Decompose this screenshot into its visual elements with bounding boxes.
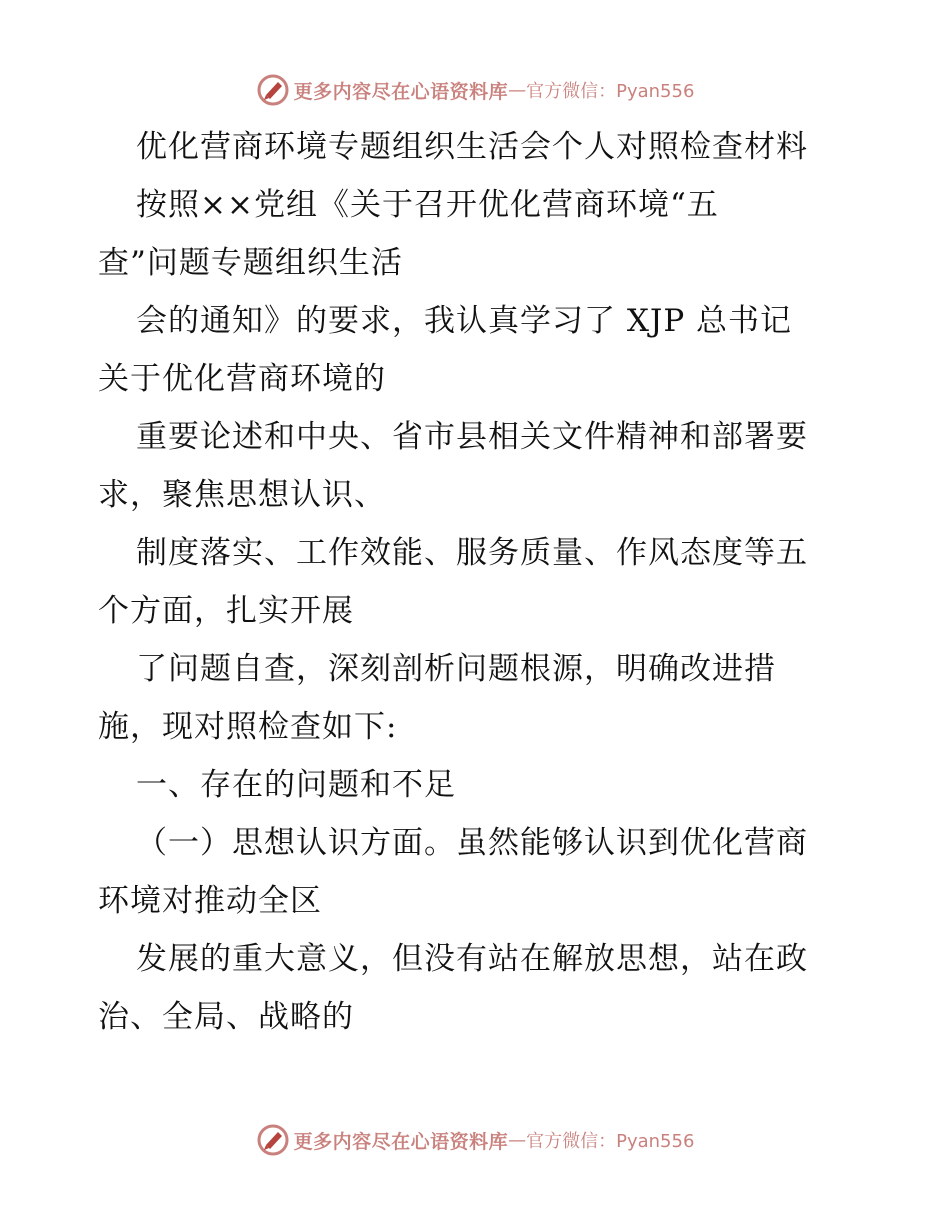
watermark-text: 更多内容尽在心语资料库 xyxy=(293,80,509,103)
watermark-dash: — xyxy=(508,1129,527,1151)
paragraph-line: 制度落实、工作效能、服务质量、作风态度等五 xyxy=(136,535,808,571)
paragraph-line: 重要论述和中央、省市县相关文件精神和部署要 xyxy=(136,419,808,455)
paragraph-line: 治、全局、战略的 xyxy=(98,999,354,1035)
brand-logo-icon xyxy=(256,73,290,107)
document-title: 优化营商环境专题组织生活会个人对照检查材料 xyxy=(136,129,808,165)
paragraph-line: 按照××党组《关于召开优化营商环境“五 xyxy=(136,187,719,223)
document-body xyxy=(98,118,858,1046)
paragraph-line: 会的通知》的要求，我认真学习了 XJP 总书记 xyxy=(136,303,793,339)
paragraph-line: （一）思想认识方面。虽然能够认识到优化营商 xyxy=(136,825,808,861)
paragraph-line: 施，现对照检查如下: xyxy=(98,709,398,745)
header-watermark xyxy=(0,70,950,110)
paragraph-line: 查”问题专题组织生活 xyxy=(98,245,403,281)
paragraph-line: 发展的重大意义，但没有站在解放思想，站在政 xyxy=(136,941,808,977)
watermark-wechat: 官方微信：Pyan556 xyxy=(526,1131,695,1152)
watermark-text: 更多内容尽在心语资料库 xyxy=(293,1130,509,1153)
paragraph-line: 个方面，扎实开展 xyxy=(98,593,354,629)
watermark-dash: — xyxy=(508,79,527,101)
section-heading: 一、存在的问题和不足 xyxy=(136,767,456,803)
brand-logo-icon xyxy=(256,1123,290,1157)
paragraph-line: 关于优化营商环境的 xyxy=(98,361,386,397)
paragraph-line: 环境对推动全区 xyxy=(98,883,322,919)
footer-watermark xyxy=(0,1120,950,1160)
paragraph-line: 求，聚焦思想认识、 xyxy=(98,477,386,513)
paragraph-line: 了问题自查，深刻剖析问题根源，明确改进措 xyxy=(136,651,776,687)
watermark-wechat: 官方微信：Pyan556 xyxy=(526,81,695,102)
